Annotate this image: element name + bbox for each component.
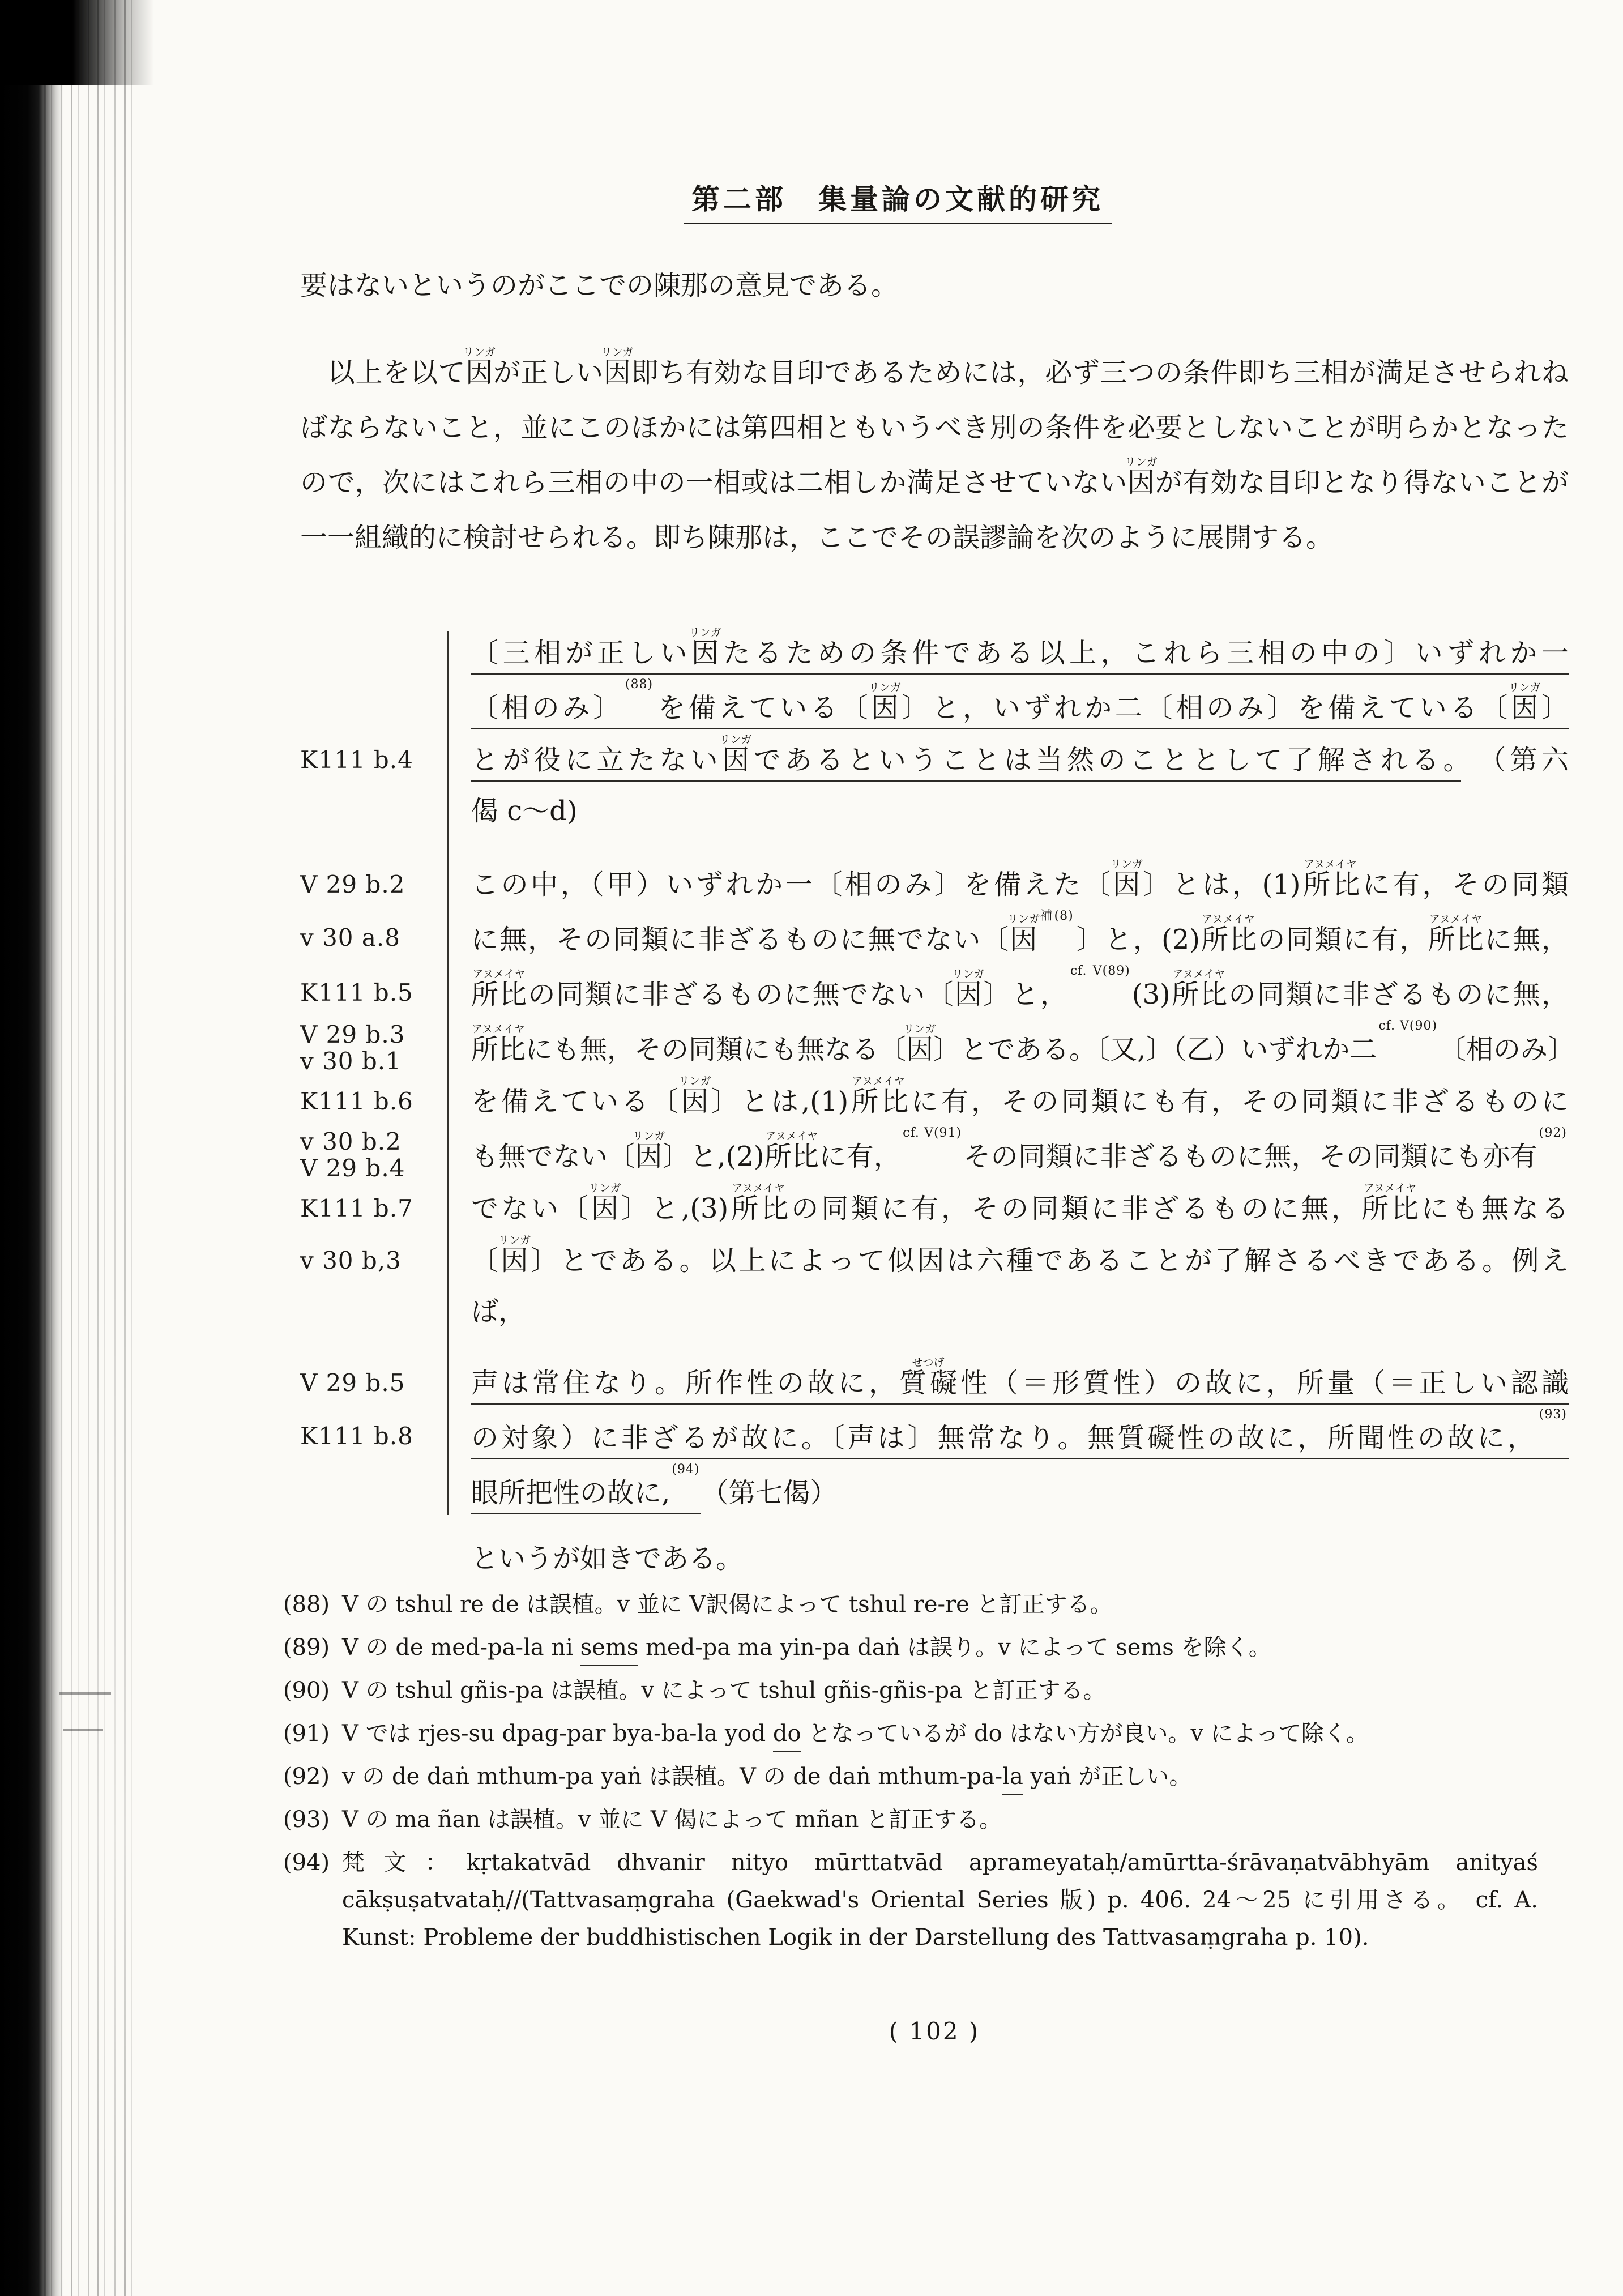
quote-line-row	[300, 1463, 1569, 1518]
paragraph-main: 以上を以て因リンガが正しい因リンガ即ち有効な目印であるためには，必ず三つの条件即ち三相が満足させられねばならないこと，並にこのほかには第四相ともいうべき別の条件を必要としないことが明らかとなったので，次にはこれら三相の中の一相或は二相しか満足させていない因リンガが有効な目印となり得ないことが一一組織的に検討せられる。即ち陳那は，ここでその誤謬論を次のように展開する。	[300, 346, 1569, 553]
margin-refs	[300, 858, 447, 910]
quote-line-row	[300, 965, 1569, 1020]
footnote-number: (89)	[283, 1634, 330, 1661]
footnote-number: (88)	[283, 1591, 330, 1618]
margin-refs	[300, 910, 447, 965]
quote-line-row	[300, 1409, 1569, 1463]
quote-line-text: ば，	[471, 1296, 526, 1328]
quote-line-text: 〔相のみ〕$^{(88)}$を備えている〔因リンガ〕と，いずれか二〔相のみ〕を備えている〔因リンガ〕	[447, 678, 1569, 733]
quote-line-row	[300, 1286, 1569, 1337]
chapter-title: 第二部 集量論の文献的研究	[684, 182, 1112, 224]
footnote-text: V の tshul re de は誤植。v 並に V訳偈によって tshul re-re と訂正する。	[342, 1591, 1113, 1618]
quote-line-row	[300, 1356, 1569, 1409]
quote-line-text: 声は常住なり。所作性の故に，質礙せつげ性（＝形質性）の故に，所量（＝正しい認識	[447, 1356, 1569, 1409]
footnote-text: 梵文：kṛtakatvād dhvanir nityo mūrttatvād aprameyataḥ/amūrtta-śrāvaṇatvābhyām anityaś cākṣuṣatvataḥ//(Tattvasaṃgraha (Gaekwad's Oriental Series 版) p. 406. 24～25 に引用さる。 cf. A. Kunst: Probleme der buddhistischen Logik in der Darstellung des Tattvasaṃgraha p. 10).	[342, 1850, 1538, 1951]
quote-line-text: を備えている〔因リンガ〕とは,(1)所比アヌメイヤに有，その同類にも有，その同類に非ざるものに	[471, 1075, 1569, 1117]
quote-line-text: 眼所把性の故に,$^{(94)}$（第七偈）	[447, 1463, 1569, 1518]
margin-ref: v 30 b.2	[300, 1127, 402, 1155]
margin-refs	[300, 1182, 447, 1234]
margin-refs	[300, 1127, 447, 1182]
margin-ref: V 29 b.5	[300, 1368, 405, 1397]
quote-line-row	[300, 733, 1569, 786]
quote-line-row	[300, 1019, 1575, 1075]
margin-ref: K111 b.4	[300, 745, 413, 774]
quote-line-text: の対象）に非ざるが故に。〔声は〕無常なり。無質礙性の故に，所聞性の故に，$^{(93)}$	[447, 1409, 1569, 1463]
quote-line-text: 所比アヌメイヤの同類に非ざるものに無でない〔因リンガ〕と，$^{cf. V(89)}$(3)所比アヌメイヤの同類に非ざるものに無，	[471, 964, 1569, 1010]
margin-refs	[300, 626, 447, 678]
footnote-number: (91)	[283, 1721, 330, 1747]
margin-ref: v 30 a.8	[300, 924, 400, 951]
footnotes-section	[283, 1586, 1538, 1962]
quote-line-text: 〔三相が正しい因リンガたるための条件である以上，これら三相の中の〕いずれか一	[447, 626, 1569, 678]
quote-line-row	[300, 858, 1569, 910]
quote-line-row	[300, 678, 1569, 733]
footnote-number: (92)	[283, 1764, 330, 1790]
quote-rows	[300, 626, 1575, 1518]
footnote	[283, 1672, 1538, 1709]
margin-ref: K111 b.8	[300, 1422, 413, 1450]
margin-ref: K111 b.6	[300, 1087, 413, 1115]
margin-ref: V 29 b.2	[300, 870, 405, 898]
footnote	[283, 1758, 1538, 1795]
quote-line-text: 〔因リンガ〕とである。以上によって似因は六種であることが了解さるべきである。例え	[471, 1234, 1569, 1277]
footnote	[283, 1629, 1538, 1666]
footnote-text: V の de med-pa-la ni sems med-pa ma yin-pa daṅ は誤り。v によって sems を除く。	[342, 1629, 1538, 1666]
quote-line-row	[300, 626, 1569, 678]
footnote-text: V では rjes-su dpag-par bya-ba-la yod do となっているが do はない方が良い。v によって除く。	[342, 1715, 1538, 1752]
scan-artifact-dash	[59, 1692, 111, 1695]
footnote-text: v の de daṅ mthum-pa yaṅ は誤植。V の de daṅ mthum-pa-la yaṅ が正しい。	[342, 1758, 1538, 1795]
quote-line-text: に無，その同類に非ざるものに無でない〔因リンガ$^{補(8)}$〕と，(2)所比アヌメイヤの同類に有，所比アヌメイヤに無，	[471, 909, 1569, 955]
margin-refs	[300, 965, 447, 1020]
margin-ref: V 29 b.3	[300, 1020, 405, 1048]
margin-ref: v 30 b,3	[300, 1246, 402, 1274]
margin-ref: V 29 b.4	[300, 1154, 405, 1182]
margin-refs	[300, 1020, 447, 1075]
quote-line-row	[300, 1182, 1569, 1234]
page-number: ( 102 )	[889, 2017, 980, 2045]
margin-refs	[300, 678, 447, 733]
scan-artifact-top-corner	[0, 0, 154, 85]
margin-refs	[300, 733, 447, 786]
margin-refs	[300, 786, 447, 837]
quote-line-text: でない〔因リンガ〕と,(3)所比アヌメイヤの同類に有，その同類に非ざるものに無，所比アヌメイヤにも無なる	[471, 1182, 1569, 1224]
quote-line-text: も無でない〔因リンガ〕と,(2)所比アヌメイヤに有，$^{cf. V(91)}$その同類に非ざるものに無，その同類にも亦有$^{(92)}$	[471, 1126, 1567, 1172]
quote-line-text: この中，（甲）いずれか一〔相のみ〕を備えた〔因リンガ〕とは，(1)所比アヌメイヤに有，その同類	[471, 858, 1569, 901]
margin-refs	[300, 1234, 447, 1286]
quote-vertical-rule	[447, 631, 449, 1515]
scan-artifact-dash	[63, 1729, 103, 1731]
margin-ref: v 30 b.1	[300, 1047, 402, 1075]
footnote-number: (94)	[283, 1850, 330, 1876]
margin-ref: K111 b.5	[300, 979, 413, 1006]
page-header	[227, 177, 1569, 217]
footnote-text: V の tshul gñis-pa は誤植。v によって tshul gñis-gñis-pa と訂正する。	[342, 1678, 1106, 1704]
margin-refs	[300, 1286, 447, 1337]
quote-line-row	[300, 786, 1569, 837]
footnote	[283, 1586, 1538, 1623]
footnote	[283, 1801, 1538, 1838]
quote-line-row	[300, 1075, 1569, 1127]
quote-closing-line: というが如きである。	[471, 1543, 744, 1574]
scan-artifact-streaks	[44, 0, 139, 2296]
footnote-number: (93)	[283, 1807, 330, 1833]
quote-line-row	[300, 1234, 1569, 1286]
quote-line-row	[300, 1127, 1569, 1182]
margin-ref: K111 b.7	[300, 1194, 413, 1222]
margin-refs	[300, 1463, 447, 1518]
quote-line-text: とが役に立たない因リンガであるということは当然のこととして了解される。 （第六	[447, 733, 1569, 786]
margin-refs	[300, 1409, 447, 1463]
footnote-number: (90)	[283, 1678, 330, 1704]
paragraph-intro: 要はないというのがここでの陳那の意見である。	[300, 270, 899, 301]
quote-line-text: 所比アヌメイヤにも無，その同類にも無なる〔因リンガ〕とである。〔又,〕（乙）いずれか二$^{cf. V(90)}$〔相のみ〕	[471, 1019, 1575, 1065]
margin-refs	[300, 1356, 447, 1409]
margin-refs	[300, 1075, 447, 1127]
quote-line-text: 偈 c～d)	[471, 795, 578, 827]
quote-region	[300, 626, 1575, 1584]
footnote	[283, 1715, 1538, 1752]
quote-line-row	[300, 910, 1569, 965]
footnote-text: V の ma ñan は誤植。v 並に V 偈によって mñan と訂正する。	[342, 1807, 1002, 1833]
footnote	[283, 1844, 1538, 1956]
